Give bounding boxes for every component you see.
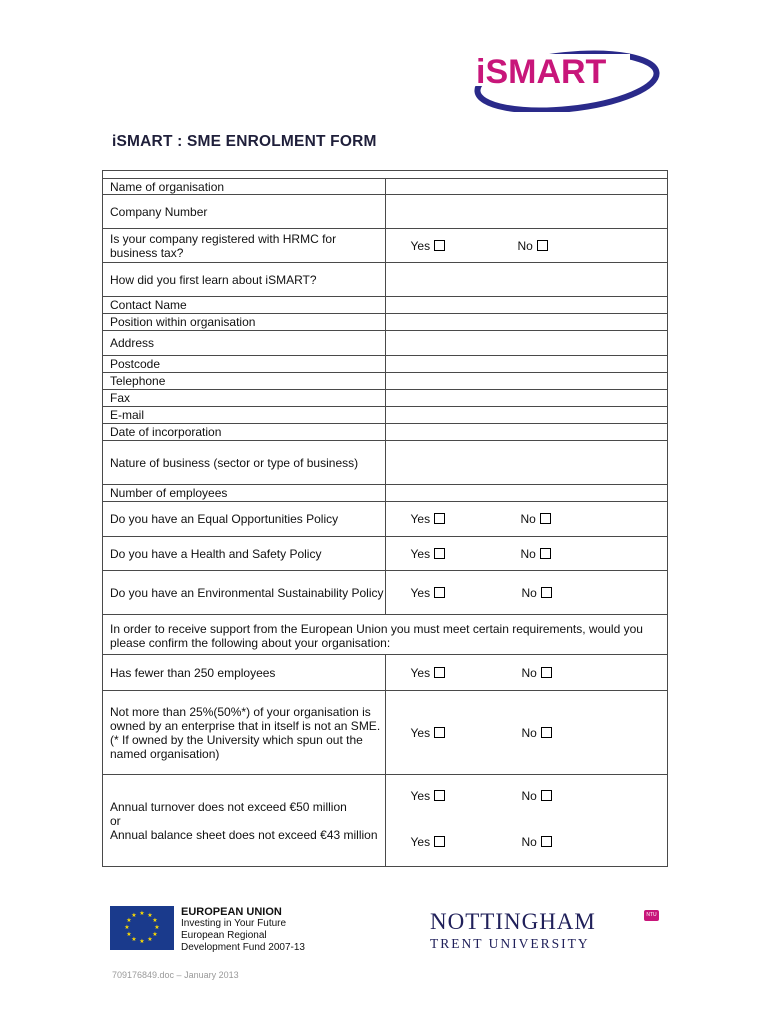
label-health-safety: Do you have a Health and Safety Policy [103,537,386,571]
checkbox-icon[interactable] [541,727,552,738]
answer-turnover-balance [385,775,668,867]
label-date-of-incorporation: Date of incorporation [103,424,386,441]
label-number-of-employees: Number of employees [103,485,386,502]
checkbox-icon[interactable] [434,240,445,251]
label-equal-opportunities: Do you have an Equal Opportunities Policy [103,502,386,537]
checkbox-icon[interactable] [540,548,551,559]
ntu-badge-icon: NTU [644,910,659,921]
svg-text:★: ★ [154,924,160,931]
or-text: or [110,813,121,828]
eu-line-2: European Regional [181,930,267,941]
eu-line-3: Development Fund 2007-13 [181,942,305,953]
ownership-no-option[interactable]: No [522,726,552,740]
svg-text:★: ★ [126,917,132,924]
turnover-yes-option[interactable]: Yes [411,789,446,803]
answer-ownership [385,691,668,775]
label-organisation-name: Name of organisation [103,179,386,195]
checkbox-icon[interactable] [541,790,552,801]
checkbox-icon[interactable] [434,667,445,678]
input-address[interactable] [385,331,668,356]
label-ownership: Not more than 25%(50%*) of your organisation is owned by an enterprise that in itself is not an SME. (* If owned by the University which spun out the named organisation) [103,691,386,775]
label-fewer-than-250: Has fewer than 250 employees [103,655,386,691]
input-email[interactable] [385,407,668,424]
svg-text:★: ★ [131,936,137,943]
input-organisation-name[interactable] [385,179,668,195]
svg-text:★: ★ [152,931,158,938]
checkbox-icon[interactable] [434,548,445,559]
label-postcode: Postcode [103,356,386,373]
label-hrmc-registered: Is your company registered with HRMC for business tax? [103,229,386,263]
answer-equal-opportunities [385,502,668,537]
label-turnover-balance [103,775,386,867]
eu-funding-logo [110,906,410,956]
label-telephone: Telephone [103,373,386,390]
label-contact-name: Contact Name [103,297,386,314]
equal-opportunities-no-option[interactable]: No [521,512,551,526]
logo-text: iSMART [476,53,607,91]
ismart-logo [470,46,660,112]
input-position[interactable] [385,314,668,331]
fewer-than-250-no-option[interactable]: No [522,666,552,680]
answer-health-safety [385,537,668,571]
checkbox-icon[interactable] [541,836,552,847]
svg-text:★: ★ [139,910,145,917]
eu-requirements-notice: In order to receive support from the European Union you must meet certain requirements, would you please confirm the following about your organisation: [103,615,668,655]
svg-text:★: ★ [139,938,145,945]
label-position: Position within organisation [103,314,386,331]
balance-sheet-no-option[interactable]: No [522,835,552,849]
answer-hrmc-registered [385,229,668,263]
form-title: iSMART : SME ENROLMENT FORM [112,133,377,150]
environmental-yes-option[interactable]: Yes [411,586,446,600]
checkbox-icon[interactable] [434,513,445,524]
health-safety-yes-option[interactable]: Yes [411,547,446,561]
enrolment-form-table [102,170,668,867]
label-address: Address [103,331,386,356]
document-reference: 709176849.doc – January 2013 [112,970,239,980]
checkbox-icon[interactable] [434,836,445,847]
balance-sheet-yes-option[interactable]: Yes [411,835,446,849]
answer-fewer-than-250 [385,655,668,691]
checkbox-icon[interactable] [541,667,552,678]
turnover-text: Annual turnover does not exceed €50 million [110,799,347,814]
ntu-line-2: TRENT UNIVERSITY [430,936,590,951]
input-postcode[interactable] [385,356,668,373]
balance-sheet-text: Annual balance sheet does not exceed €43 million [110,827,378,842]
svg-text:★: ★ [147,936,153,943]
eu-text-block [181,906,305,954]
input-date-of-incorporation[interactable] [385,424,668,441]
checkbox-icon[interactable] [541,587,552,598]
input-number-of-employees[interactable] [385,485,668,502]
ntu-line-1: NOTTINGHAM [430,909,596,934]
fewer-than-250-yes-option[interactable]: Yes [411,666,446,680]
input-telephone[interactable] [385,373,668,390]
hrmc-yes-option[interactable]: Yes [411,239,446,253]
checkbox-icon[interactable] [434,727,445,738]
answer-environmental-policy [385,571,668,615]
checkbox-icon[interactable] [434,790,445,801]
label-learn-about: How did you first learn about iSMART? [103,263,386,297]
label-company-number: Company Number [103,195,386,229]
svg-text:★: ★ [152,917,158,924]
ntu-logo [430,909,660,957]
label-nature-of-business: Nature of business (sector or type of business) [103,441,386,485]
svg-text:★: ★ [131,912,137,919]
checkbox-icon[interactable] [537,240,548,251]
ownership-yes-option[interactable]: Yes [411,726,446,740]
input-fax[interactable] [385,390,668,407]
input-learn-about[interactable] [385,263,668,297]
input-company-number[interactable] [385,195,668,229]
equal-opportunities-yes-option[interactable]: Yes [411,512,446,526]
input-contact-name[interactable] [385,297,668,314]
input-nature-of-business[interactable] [385,441,668,485]
label-fax: Fax [103,390,386,407]
hrmc-no-option[interactable]: No [518,239,548,253]
eu-line-1: Investing in Your Future [181,918,287,929]
label-environmental-policy: Do you have an Environmental Sustainability Policy [103,571,386,615]
svg-text:★: ★ [126,931,132,938]
eu-heading: EUROPEAN UNION [181,906,282,918]
checkbox-icon[interactable] [540,513,551,524]
environmental-no-option[interactable]: No [522,586,552,600]
turnover-no-option[interactable]: No [522,789,552,803]
eu-flag-icon [110,906,174,950]
svg-text:★: ★ [124,924,130,931]
label-email: E-mail [103,407,386,424]
health-safety-no-option[interactable]: No [521,547,551,561]
checkbox-icon[interactable] [434,587,445,598]
svg-text:★: ★ [147,912,153,919]
